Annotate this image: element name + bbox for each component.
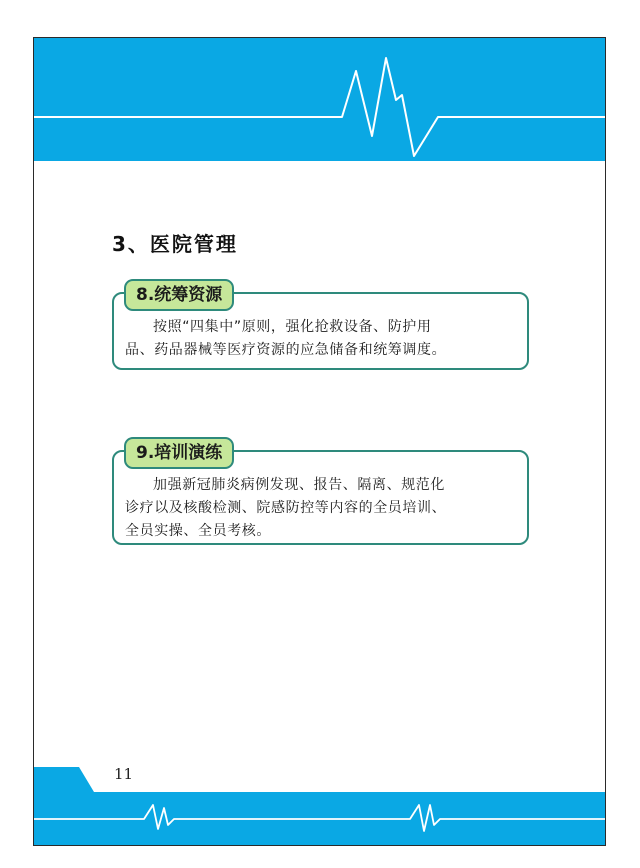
card-resource-coordination	[112, 285, 529, 370]
card-body	[125, 474, 517, 543]
card-tag: 8.统筹资源	[124, 279, 234, 311]
card-line: 品、药品器械等医疗资源的应急储备和统筹调度。	[125, 342, 447, 358]
card-line: 全员实操、全员考核。	[125, 523, 271, 539]
card-line: 按照“四集中”原则，强化抢救设备、防护用	[153, 319, 432, 335]
card-line: 加强新冠肺炎病例发现、报告、隔离、规范化	[153, 477, 445, 493]
card-line: 诊疗以及核酸检测、院感防控等内容的全员培训、	[125, 500, 447, 516]
ecg-line-icon	[34, 38, 606, 161]
card-body	[125, 316, 517, 362]
ecg-line-icon	[34, 767, 606, 846]
card-tag: 9.培训演练	[124, 437, 234, 469]
section-title: 3、医院管理	[112, 232, 238, 256]
footer-band	[34, 767, 605, 846]
page-number: 11	[114, 765, 134, 783]
card-training-drill	[112, 443, 529, 545]
header-band	[34, 38, 605, 161]
page	[33, 37, 606, 846]
